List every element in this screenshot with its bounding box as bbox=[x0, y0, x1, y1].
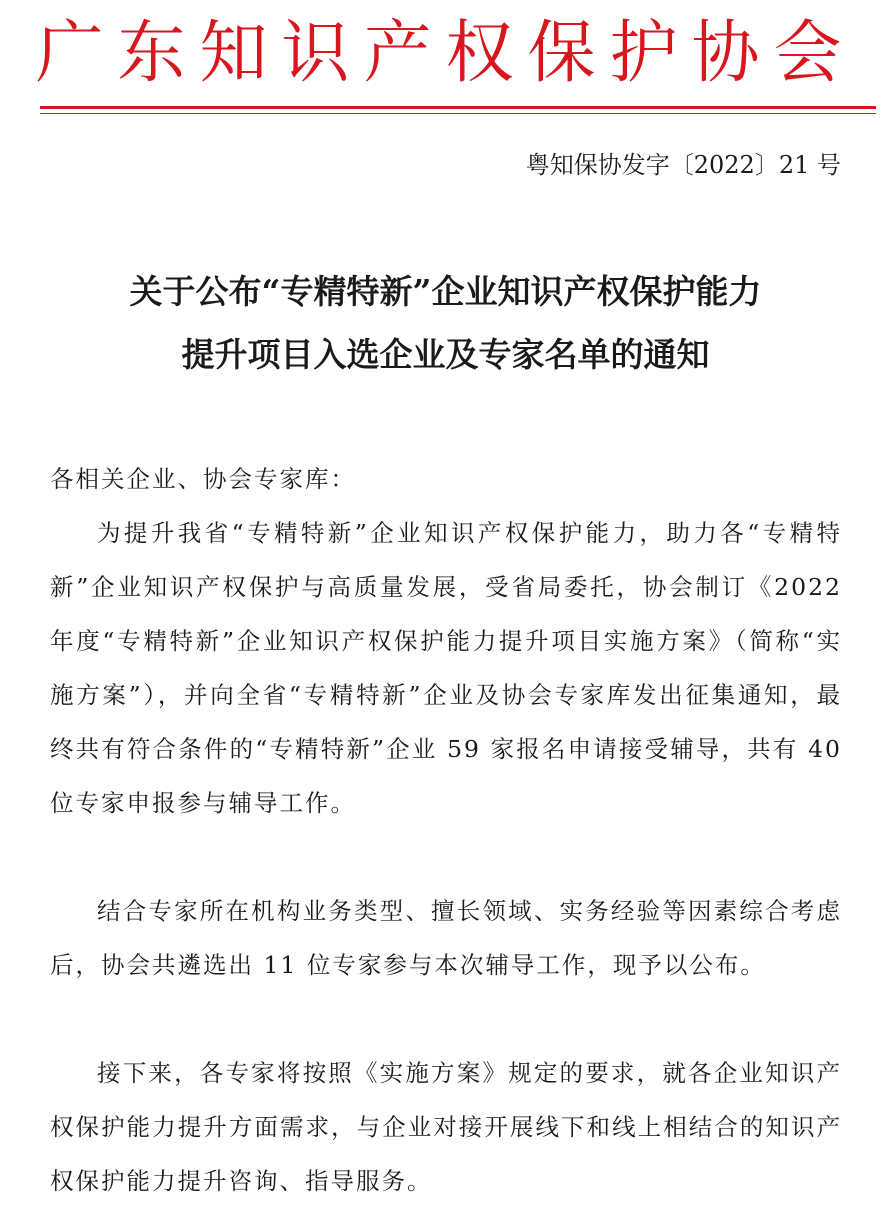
document-number: 粤知保协发字〔2022〕21 号 bbox=[525, 151, 841, 179]
document-title-line-2: 提升项目入选企业及专家名单的通知 bbox=[181, 335, 710, 374]
letterhead-rule-thick bbox=[40, 106, 876, 109]
letterhead-title: 广东知识产权保护协会 bbox=[35, 14, 856, 93]
body-paragraph-1: 为提升我省“专精特新”企业知识产权保护能力，助力各“专精特新”企业知识产权保护与高质量发展，受省局委托，协会制订《2022 年度“专精特新”企业知识产权保护能力提升项目实施方案》（简称“实施方案”），并向全省“专精特新”企业及协会专家库发出征集通知，最终共有符合条件的“专精特新”企业 59 家报名申请接受辅导，共有 40 位专家申报参与辅导工作。 bbox=[50, 519, 842, 817]
letterhead-rule-thin bbox=[40, 113, 876, 114]
body-paragraph-2: 结合专家所在机构业务类型、擅长领域、实务经验等因素综合考虑后，协会共遴选出 11 位专家参与本次辅导工作，现予以公布。 bbox=[50, 897, 842, 979]
document-title-line-1: 关于公布“专精特新”企业知识产权保护能力 bbox=[129, 272, 762, 311]
body-paragraph-3: 接下来，各专家将按照《实施方案》规定的要求，就各企业知识产权保护能力提升方面需求，与企业对接开展线下和线上相结合的知识产权保护能力提升咨询、指导服务。 bbox=[50, 1059, 842, 1195]
salutation: 各相关企业、协会专家库： bbox=[50, 465, 356, 493]
